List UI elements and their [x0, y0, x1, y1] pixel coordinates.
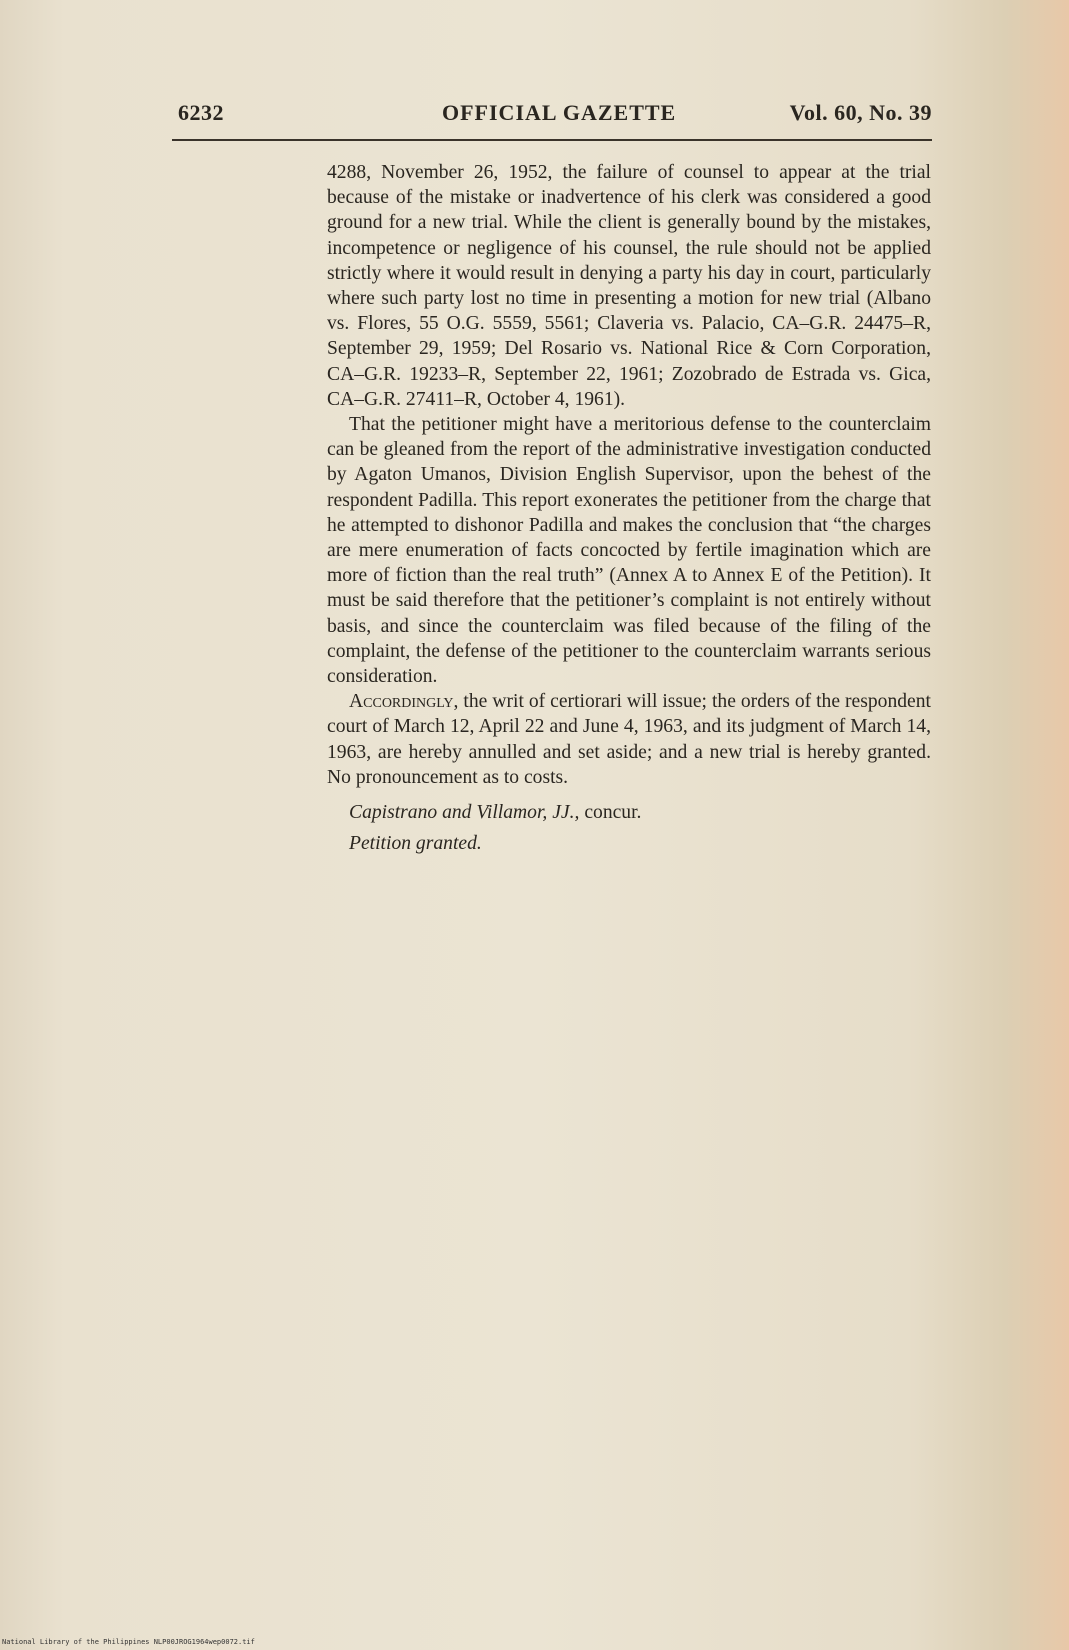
paragraph-2: That the petitioner might have a meritorious defense to the counterclaim can be gleaned from the report of the administrative investigation conducted by Agaton Umanos, Division English Supervisor, upon the behest of the respondent Padilla. This report exonerates the petitioner from the charge that he attempted to dishonor Padilla and makes the conclusion that “the charges are mere enumeration of facts concocted by fertile imagination which are more of fiction than the real truth” (Annex A to Annex E of the Petition). It must be said therefore that the petitioner’s complaint is not entirely without basis, and since the counterclaim was filed because of the filing of the complaint, the defense of the petitioner to the counterclaim warrants serious consideration. [327, 414, 931, 688]
scan-footer: National Library of the Philippines NLP00JROG1964wep0072.tif [2, 1638, 255, 1646]
header-rule [172, 139, 932, 141]
journal-title: OFFICIAL GAZETTE [442, 100, 677, 125]
paragraph-3-text: the writ of certiorari will issue; the orders of the respondent court of March 12, April 22 and June 4, 1963, and its judgment of March 14, 1963, are hereby annulled and set aside; and a new trial is hereby granted. No pronouncement as to costs. [327, 691, 931, 788]
paragraph-3 [327, 689, 931, 790]
disposition: Petition granted. [349, 833, 482, 855]
body-text [327, 160, 931, 856]
paragraph-3-lead: Accordingly, [349, 691, 459, 713]
concurring-justices: Capistrano and Villamor, JJ., [349, 802, 580, 824]
volume-label: Vol. 60, No. 39 [789, 100, 932, 125]
page-number: 6232 [178, 100, 224, 125]
concur-verb: concur. [579, 802, 642, 824]
concurrence-line [327, 800, 931, 825]
page-header [172, 100, 932, 134]
paragraph-1: 4288, November 26, 1952, the failure of counsel to appear at the trial because of the mistake or inadvertence of his clerk was considered a good ground for a new trial. While the client is generally bound by the mistakes, incompetence or negligence of his counsel, the rule should not be applied strictly where it would result in denying a party his day in court, particularly where such party lost no time in presenting a motion for new trial (Albano vs. Flores, 55 O.G. 5559, 5561; Claveria vs. Palacio, CA–G.R. 24475–R, September 29, 1959; Del Rosario vs. National Rice & Corn Corporation, CA–G.R. 19233–R, September 22, 1961; Zozobrado de Estrada vs. Gica, CA–G.R. 27411–R, October 4, 1961). [327, 162, 931, 410]
